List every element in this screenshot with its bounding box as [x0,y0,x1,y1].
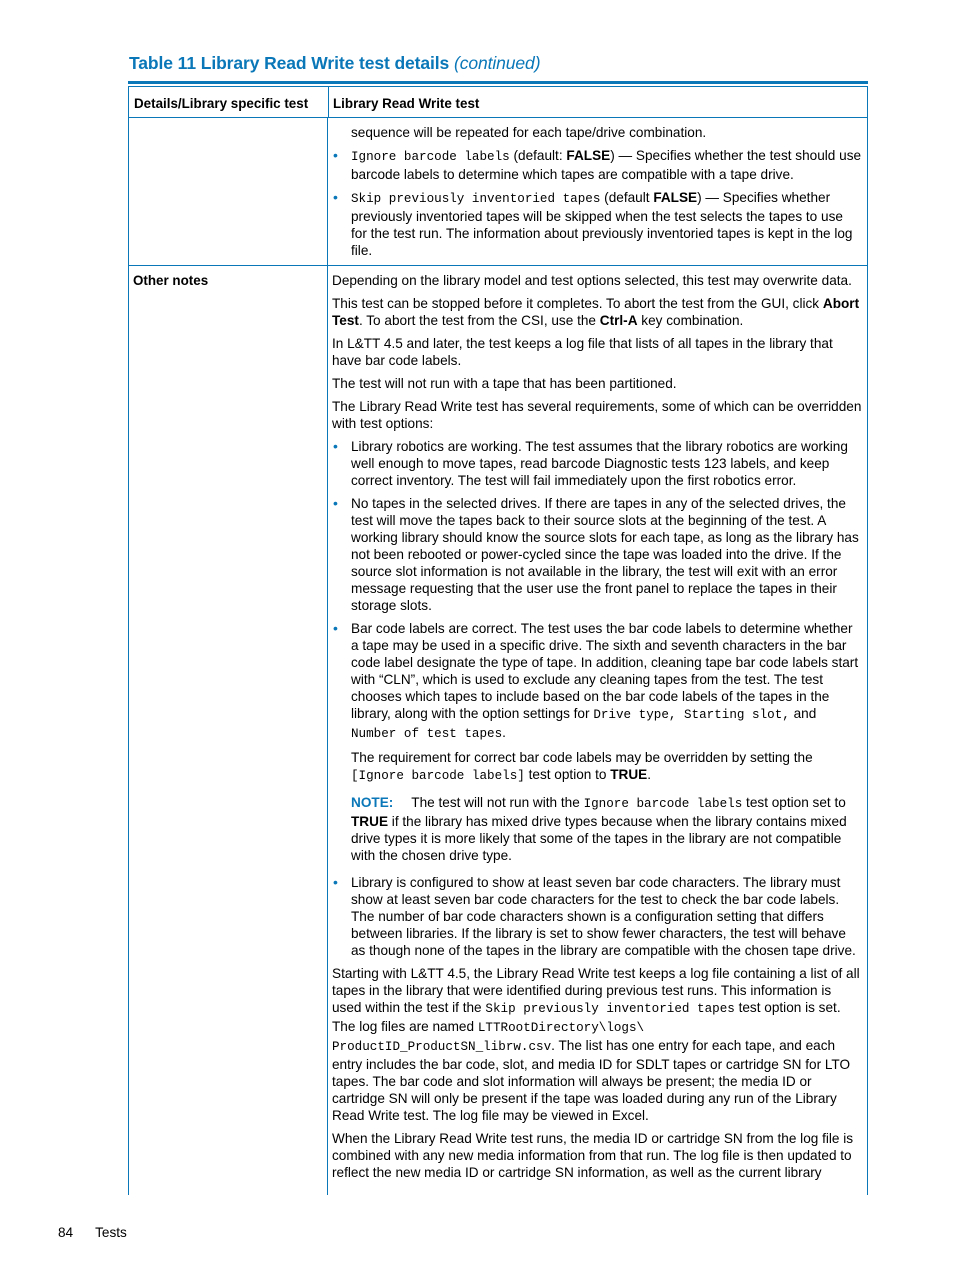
requirement-no-tapes: • No tapes in the selected drives. If there are tapes in any of the selected drives, the test will move the tapes back to their source slots at the beginning of the test. A working library should know the source slots for each tape, as long as the library has not been rebooted or power-cycled since the tape was loaded into the drive. If the source slot information is not available in the library, the test will exit with an error message requesting that the user use the front panel to replace the tapes in their storage slots. [332,495,862,614]
details-table [128,81,868,1192]
page-number: 84 [58,1225,74,1240]
note-box: NOTE: The test will not run with the Ignore barcode labels test option set to TRUE if the library has mixed drive types because when the library contains mixed drive types it is more likely that some of the tapes in the library are not compatible with the chosen drive type. [351,795,847,863]
requirement-robotics: • Library robotics are working. The test assumes that the library robotics are working well enough to move tapes, read barcode Diagnostic tests 123 labels, and keep correct inventory. The test will fail immediately upon the first robotics error. [332,438,862,489]
row2-content [332,272,862,1187]
requirements-list [332,438,862,959]
page-footer [58,1224,127,1241]
column-divider [327,118,328,1195]
caption-continued: (continued) [453,53,541,73]
section-name: Tests [95,1225,127,1240]
option-skip-inventoried: • Skip previously inventoried tapes (default FALSE) — Specifies whether previously inventoried tapes will be skipped when the test selects the tapes to use for the test run. The information about previously inventoried tapes is kept in the log file. [332,189,862,259]
row2-label: Other notes [133,273,209,288]
requirement-barcode-labels: • Bar code labels are correct. The test uses the bar code labels to determine whether a tape may be used in a specific drive. The sixth and seventh characters in the bar code label designate the type of tape. In addition, cleaning tape bar code labels start with “CLN”, which is used to exclude any cleaning tapes from the test. The test chooses which tapes to include based on the bar code labels of the tapes in the library, along with the option settings for Drive type, Starting slot, and Number of test tapes. The requirement for correct bar code labels may be overridden by setting the [Ignore barcode labels] test option to TRUE. NOTE: The test will not run with the Ignore barcode labels test option set to TRUE if the library has mixed drive types because when the library contains mixed drive types it is more likely that some of the tapes in the library are not compatible with the chosen drive type. [332,620,862,864]
note-p7: When the Library Read Write test runs, the media ID or cartridge SN from the log file is combined with any new media information from that run. The log file is then updated to reflect the new media ID or cartridge SN information, as well as the current library [332,1131,854,1180]
table-right-border [867,118,868,1195]
caption-title: Table 11 Library Read Write test details [129,53,450,73]
note-p5: The Library Read Write test has several requirements, some of which can be overridden with test options: [332,399,862,431]
row1-content [332,124,862,265]
requirement-seven-characters: • Library is configured to show at least seven bar code characters. The library must show at least seven bar code characters for the test to check the bar code labels. The number of bar code characters shown is a configuration setting that differs between libraries. If the library is set to show fewer characters, the test will behave as though none of the tapes in the library are compatible with the chosen tape drive. [332,874,862,959]
note-p2: This test can be stopped before it completes. To abort the test from the GUI, click Abort Test. To abort the test from the CSI, use the Ctrl-A key combination. [332,296,860,328]
table-header [128,86,868,118]
header-col2: Library Read Write test [333,96,480,111]
header-col1: Details/Library specific test [134,96,309,111]
note-p1: Depending on the library model and test options selected, this test may overwrite data. [332,273,852,288]
row-divider [128,265,868,266]
note-p6: Starting with L&TT 4.5, the Library Read Write test keeps a log file containing a list of all tapes in the library that were identified during previous test runs. This information is used within the test if the Skip previously inventoried tapes test option is set. The log files are named LTTRootDirectory\logs\ ProductID_ProductSN_librw.csv. The list has one entry for each tape, and each entry includes the bar code, slot, and media ID for SDLT tapes or cartridge SN for LTO tapes. The bar code and slot information will always be present; the media ID or cartridge SN will only be present if the tape was loaded during any run of the Library Read Write test. The log file may be viewed in Excel. [332,966,860,1123]
option-ignore-barcode: • Ignore barcode labels (default: FALSE) — Specifies whether the test should use barcode labels to determine which tapes are compatible with a tape drive. [332,147,862,183]
row1-option-list [332,147,862,259]
table-left-border [128,118,129,1195]
header-divider [328,87,329,117]
row1-intro: sequence will be repeated for each tape/drive combination. [351,125,707,140]
table-caption [129,55,540,72]
barcode-override: The requirement for correct bar code labels may be overridden by setting the [Ignore barcode labels] test option to TRUE. [351,750,813,783]
note-p3: In L&TT 4.5 and later, the test keeps a log file that lists of all tapes in the library that have bar code labels. [332,336,833,368]
note-p4: The test will not run with a tape that has been partitioned. [332,376,677,391]
